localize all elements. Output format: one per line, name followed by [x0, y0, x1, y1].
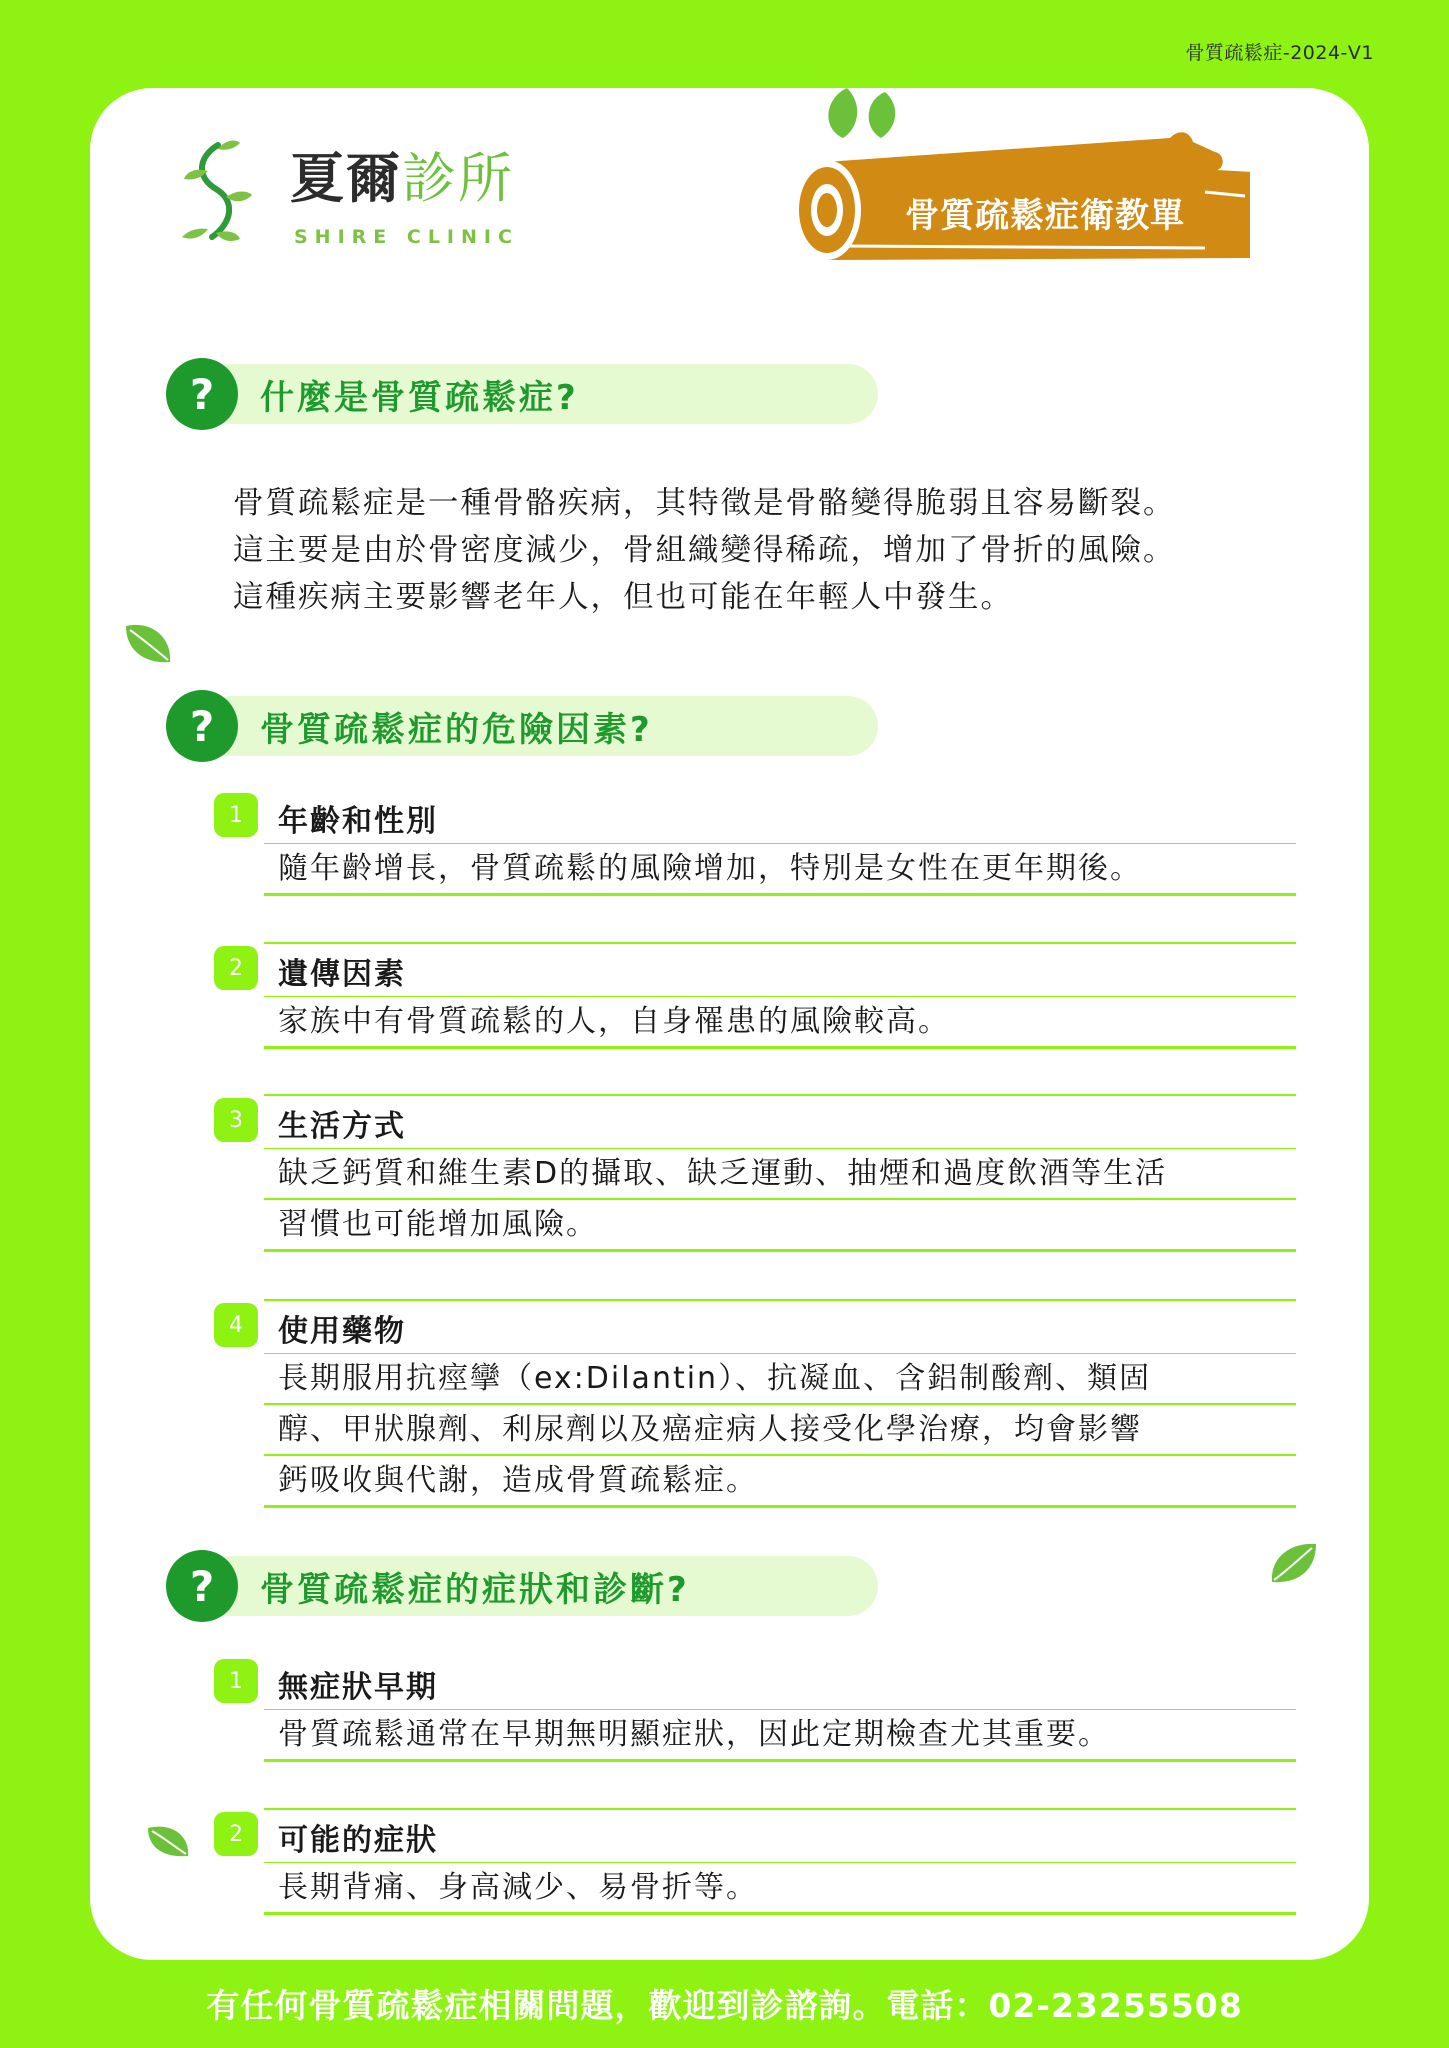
description-line: 長期背痛、身高減少、易骨折等。	[278, 1870, 758, 1905]
ruled-line	[264, 1808, 1296, 1810]
vine-logo-icon	[178, 137, 258, 247]
intro-paragraph	[233, 480, 1293, 621]
item-title: 可能的症狀	[278, 1823, 438, 1858]
clinic-logo	[178, 132, 538, 252]
section-header-what-is	[166, 358, 878, 430]
item-number-badge: 4	[214, 1303, 258, 1347]
item-description	[264, 1862, 1296, 1915]
section-header-risk-factors	[166, 690, 878, 762]
section-title: 什麼是骨質疏鬆症?	[260, 378, 579, 418]
item-title: 年齡和性別	[278, 804, 438, 839]
item-number-badge: 2	[214, 1812, 258, 1856]
item-number-badge: 3	[214, 1098, 258, 1142]
clinic-name: 夏爾診所	[290, 147, 514, 210]
item-number-badge: 2	[214, 946, 258, 990]
item-number-badge: 1	[214, 1659, 258, 1703]
description-line: 習慣也可能增加風險。	[278, 1207, 598, 1242]
item-title: 無症狀早期	[278, 1670, 438, 1705]
section-title: 骨質疏鬆症的危險因素?	[260, 710, 653, 750]
item-description	[264, 1353, 1296, 1508]
log-icon	[785, 88, 1250, 268]
leaf-icon	[122, 620, 174, 666]
section-header-symptoms	[166, 1550, 878, 1622]
document-code: 骨質疏鬆症-2024-V1	[1185, 42, 1374, 64]
question-mark-icon: ?	[166, 1550, 238, 1622]
clinic-name-english: SHIRE CLINIC	[294, 226, 519, 248]
item-description	[264, 1709, 1296, 1762]
item-description	[264, 996, 1296, 1049]
description-line: 鈣吸收與代謝，造成骨質疏鬆症。	[278, 1463, 758, 1498]
question-mark-icon: ?	[166, 690, 238, 762]
description-line: 家族中有骨質疏鬆的人，自身罹患的風險較高。	[278, 1004, 950, 1039]
description-line: 長期服用抗痙攣（ex:Dilantin）、抗凝血、含鋁制酸劑、類固	[278, 1361, 1152, 1396]
description-line: 骨質疏鬆通常在早期無明顯症狀，因此定期檢查尤其重要。	[278, 1717, 1110, 1752]
question-mark-icon: ?	[166, 358, 238, 430]
intro-line: 這主要是由於骨密度減少，骨組織變得稀疏，增加了骨折的風險。	[233, 533, 1176, 568]
description-line: 隨年齡增長，骨質疏鬆的風險增加，特別是女性在更年期後。	[278, 851, 1142, 886]
ruled-line	[264, 942, 1296, 944]
item-title: 使用藥物	[278, 1314, 406, 1349]
leaf-icon	[1268, 1540, 1320, 1586]
item-title: 生活方式	[278, 1109, 406, 1144]
intro-line: 這種疾病主要影響老年人，但也可能在年輕人中發生。	[233, 580, 1013, 615]
description-line: 醇、甲狀腺劑、利尿劑以及癌症病人接受化學治療，均會影響	[278, 1412, 1142, 1447]
ruled-line	[264, 1299, 1296, 1301]
footer-contact: 有任何骨質疏鬆症相關問題，歡迎到診諮詢。電話：02-23255508	[206, 1986, 1243, 2025]
ruled-line	[264, 1094, 1296, 1096]
section-title: 骨質疏鬆症的症狀和診斷?	[260, 1570, 690, 1610]
item-title: 遺傳因素	[278, 957, 406, 992]
intro-line: 骨質疏鬆症是一種骨骼疾病，其特徵是骨骼變得脆弱且容易斷裂。	[233, 486, 1176, 521]
description-line: 缺乏鈣質和維生素D的攝取、缺乏運動、抽煙和過度飲酒等生活	[278, 1156, 1168, 1191]
leaf-icon	[146, 1822, 192, 1860]
item-description	[264, 1148, 1296, 1252]
handout-title: 骨質疏鬆症衛教單	[905, 196, 1185, 236]
item-description	[264, 843, 1296, 896]
item-number-badge: 1	[214, 793, 258, 837]
title-log-banner	[785, 88, 1250, 268]
